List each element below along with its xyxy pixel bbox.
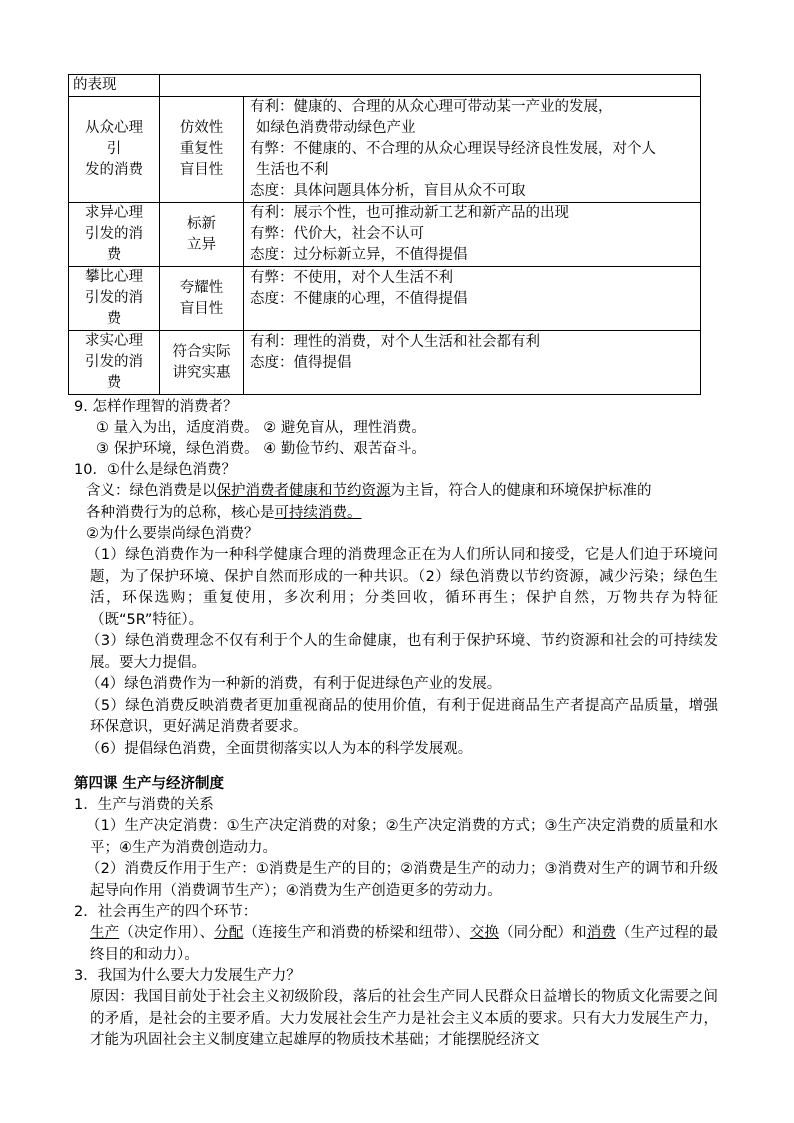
cell-line: 态度：值得提倡 <box>250 355 352 371</box>
reason-paragraph: （1）绿色消费作为一种科学健康合理的消费理念正在为人们所认同和接受，它是人们迫于环境问题，为了保护环境、保护自然而形成的一种共识。（2）绿色消费以节约资源，减少污染；绿色生活，环保选购；重复使用，多次利用；分类回收，循环再生；保护自然，万物共存为特征（既“5R”特征）。 <box>86 547 718 628</box>
keyword-desc: （决定作用）、 <box>119 925 215 941</box>
definition-underlined: 可持续消费。 <box>274 504 362 521</box>
reason-paragraph: （3）绿色消费理念不仅有利于个人的生命健康，也有利于保护环境、节约资源和社会的可持续发展。要大力提倡。 <box>86 633 718 671</box>
table-row <box>69 75 701 97</box>
cell-line: 求异心理 <box>85 205 143 221</box>
table-cell-traits <box>160 203 244 267</box>
definition-paragraph-cont <box>68 503 720 525</box>
answer-line: ③ 保护环境，绿色消费。 ④ 勤俭节约、艰苦奋斗。 <box>96 441 426 457</box>
cell-line: 从众心理 <box>85 120 143 136</box>
subsection-title: 1．生产与消费的关系 <box>74 797 214 813</box>
table-cell-traits <box>160 97 244 203</box>
question-title: 9. 怎样作理智的消费者？ <box>74 399 238 415</box>
table-cell-empty <box>160 75 701 97</box>
reason-paragraph: （5）绿色消费反映消费者更加重视商品的使用价值，有利于促进商品生产者提高产品质量，增强环保意识，更好满足消费者要求。 <box>86 697 718 735</box>
cell-line: 有弊：不使用，对个人生活不利 <box>250 270 453 286</box>
keyword-desc: （同分配）和 <box>499 925 587 941</box>
question-9 <box>68 397 720 460</box>
answer-line: ① 量入为出，适度消费。 ② 避免盲从，理性消费。 <box>96 420 426 436</box>
subsection-paragraph: 原因：我国目前处于社会主义初级阶段，落后的社会生产同人民群众日益增长的物质文化需要之间的矛盾，是社会的主要矛盾。大力发展社会生产力是社会主义本质的要求。只有大力发展生产力，才能为巩固社会主义制度建立起雄厚的物质技术基础；才能摆脱经济文 <box>90 989 718 1048</box>
cell-line: 费 <box>106 375 122 391</box>
definition-paragraph <box>68 481 718 503</box>
reason-paragraph: （6）提倡绿色消费，全面贯彻落实以人为本的科学发展观。 <box>86 740 473 757</box>
table-cell-header-fragment: 的表现 <box>69 75 160 97</box>
definition-text: 含义：绿色消费是以 <box>86 483 217 499</box>
subsection-title: 3．我国为什么要大力发展生产力？ <box>74 968 301 984</box>
cell-line: 生活也不利 <box>256 162 329 178</box>
keyword: 消费 <box>586 925 616 941</box>
cell-line: 讲究实惠 <box>172 364 231 381</box>
consumer-psychology-table <box>68 74 701 395</box>
table-row <box>69 97 701 203</box>
cell-line: 有利：展示个性，也可推动新工艺和新产品的出现 <box>250 205 569 221</box>
table-cell-type <box>69 97 160 203</box>
cell-line: 费 <box>106 247 122 263</box>
cell-line: 标新 <box>187 215 216 232</box>
subsection-paragraph <box>68 923 718 966</box>
table-cell-notes <box>244 267 701 331</box>
cell-line: 引发的消 <box>85 354 143 370</box>
cell-line: 重复性 <box>179 141 224 157</box>
keyword: 交换 <box>469 925 500 941</box>
table-row <box>69 267 701 331</box>
question-10 <box>68 460 720 760</box>
keyword: 生产 <box>90 925 120 941</box>
cell-line: 如绿色消费带动绿色产业 <box>256 120 416 136</box>
table-cell-traits <box>160 267 244 331</box>
keyword-desc: （生产过程的最终目的和动力）。 <box>90 925 719 963</box>
cell-line: 立异 <box>187 236 216 253</box>
table-row <box>69 331 701 395</box>
subsection-paragraph: （1）生产决定消费：①生产决定消费的对象；②生产决定消费的方式；③生产决定消费的质量和水平；④生产为消费创造动力。 <box>86 818 718 856</box>
cell-line: 盲目性 <box>179 162 224 178</box>
cell-line: 有弊：代价大，社会不认可 <box>250 226 424 242</box>
table-cell-notes <box>244 203 701 267</box>
table-cell-type <box>69 331 160 395</box>
subsection-paragraph: （2）消费反作用于生产：①消费是生产的目的；②消费是生产的动力；③消费对生产的调节和升级起导向作用（消费调节生产）；④消费为生产创造更多的劳动力。 <box>86 861 718 899</box>
cell-line: 态度：过分标新立异，不值得提倡 <box>250 247 468 263</box>
table-cell-traits <box>160 331 244 395</box>
cell-line: 有利：健康的、合理的从众心理可带动某一产业的发展， <box>250 99 613 115</box>
cell-line: 发的消费 <box>85 162 143 178</box>
cell-line: 有弊：不健康的、不合理的从众心理误导经济良性发展，对个人 <box>250 141 656 157</box>
cell-line: 费 <box>106 311 122 327</box>
cell-line: 盲目性 <box>179 300 224 317</box>
document-page <box>68 74 720 1052</box>
cell-line: 夸耀性 <box>179 279 224 296</box>
definition-underlined: 保护消费者健康和节约资源 <box>216 483 391 499</box>
reason-paragraph: （4）绿色消费作为一种新的消费，有利于促进绿色产业的发展。 <box>86 676 502 692</box>
cell-line: 求实心理 <box>85 333 143 349</box>
section-heading: 第四课 生产与经济制度 <box>74 776 225 792</box>
table-cell-type <box>69 267 160 331</box>
keyword: 分配 <box>214 925 244 941</box>
cell-line: 引发的消 <box>85 290 143 306</box>
cell-line: 攀比心理 <box>85 269 143 285</box>
cell-line: 仿效性 <box>179 120 224 136</box>
keyword-desc: （连接生产和消费的桥梁和纽带）、 <box>243 925 470 941</box>
cell-line: 态度：具体问题具体分析，盲目从众不可取 <box>250 183 526 199</box>
question-title: 10．①什么是绿色消费？ <box>74 462 236 478</box>
subsection-title: 2．社会再生产的四个环节： <box>74 904 258 920</box>
lesson-4 <box>68 774 720 1052</box>
cell-line: 引 <box>106 141 122 157</box>
cell-line: 有利：理性的消费，对个人生活和社会都有利 <box>250 334 540 350</box>
definition-text: 为主旨，符合人的健康和环境保护标准的 <box>390 483 652 499</box>
sub-question: ②为什么要崇尚绿色消费？ <box>86 526 259 542</box>
table-cell-type <box>69 203 160 267</box>
cell-line: 引发的消 <box>85 226 143 242</box>
cell-line: 符合实际 <box>172 343 231 360</box>
table-row <box>69 203 701 267</box>
table-cell-notes <box>244 331 701 395</box>
cell-line: 态度：不健康的心理，不值得提倡 <box>250 291 468 307</box>
table-cell-notes <box>244 97 701 203</box>
definition-text: 各种消费行为的总称，核心是 <box>86 504 275 521</box>
